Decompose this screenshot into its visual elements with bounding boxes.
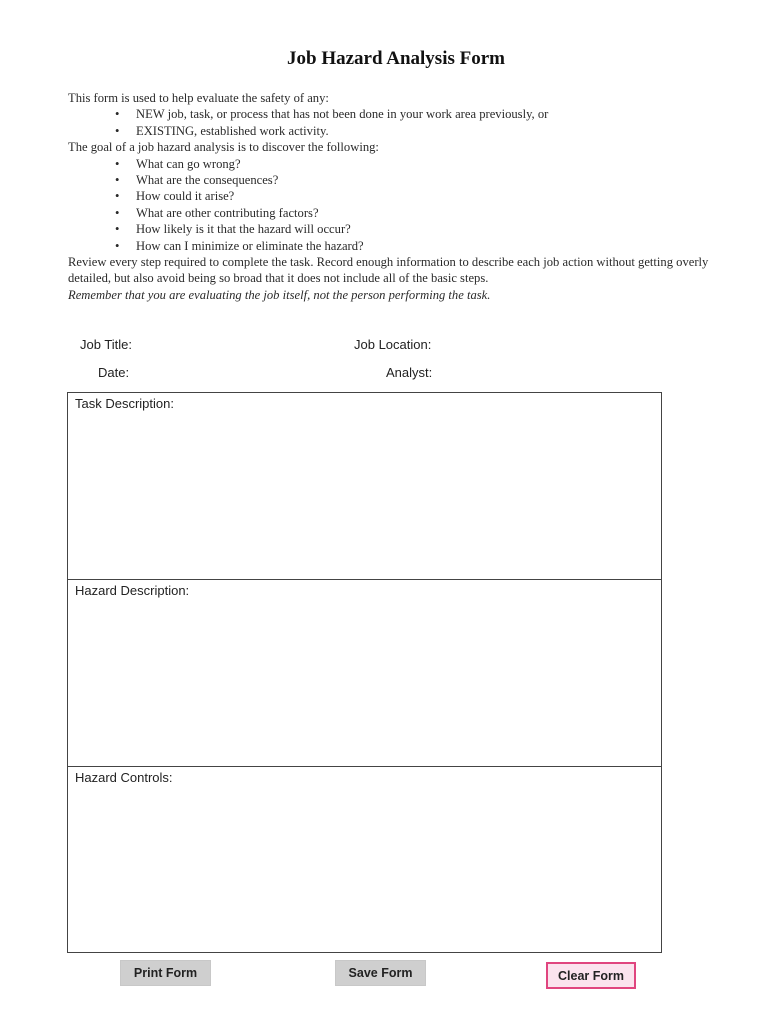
task-description-field[interactable] [67,392,662,580]
bullet-list-goals [68,156,718,254]
analyst-label: Analyst: [386,365,433,380]
date-label: Date: [98,365,130,380]
instructions [68,90,718,303]
list-item: • How likely is it that the hazard will occur? [68,221,718,237]
page-title: Job Hazard Analysis Form [287,48,505,69]
list-item: • NEW job, task, or process that has not been done in your work area previously, or [68,106,718,122]
review-paragraph: Review every step required to complete the task. Record enough information to describe each job action without getting overly detailed, but also avoid being so broad that it does not include all of the basic steps. [68,255,709,286]
list-item: • How can I minimize or eliminate the hazard? [68,238,718,254]
hazard-description-label: Hazard Description: [75,583,190,598]
hazard-controls-input[interactable] [74,789,655,946]
print-form-button[interactable]: Print Form [120,960,211,986]
goal-line: The goal of a job hazard analysis is to discover the following: [68,140,379,155]
job-title-label: Job Title: [80,337,133,352]
reminder-note: Remember that you are evaluating the job itself, not the person performing the task. [68,287,491,302]
list-item: • What can go wrong? [68,156,718,172]
hazard-controls-label: Hazard Controls: [75,770,173,785]
bullet-list-job-types [68,106,718,139]
task-description-label: Task Description: [75,396,174,411]
job-location-label: Job Location: [354,337,432,352]
list-item: • What are other contributing factors? [68,205,718,221]
list-item: • How could it arise? [68,188,718,204]
list-item: • What are the consequences? [68,172,718,188]
hazard-controls-field[interactable] [67,766,662,953]
task-description-input[interactable] [74,415,655,573]
list-item: • EXISTING, established work activity. [68,123,718,139]
clear-form-button[interactable]: Clear Form [546,962,636,989]
intro-line: This form is used to help evaluate the safety of any: [68,91,329,105]
hazard-description-input[interactable] [74,602,655,760]
hazard-description-field[interactable] [67,579,662,767]
save-form-button[interactable]: Save Form [335,960,426,986]
